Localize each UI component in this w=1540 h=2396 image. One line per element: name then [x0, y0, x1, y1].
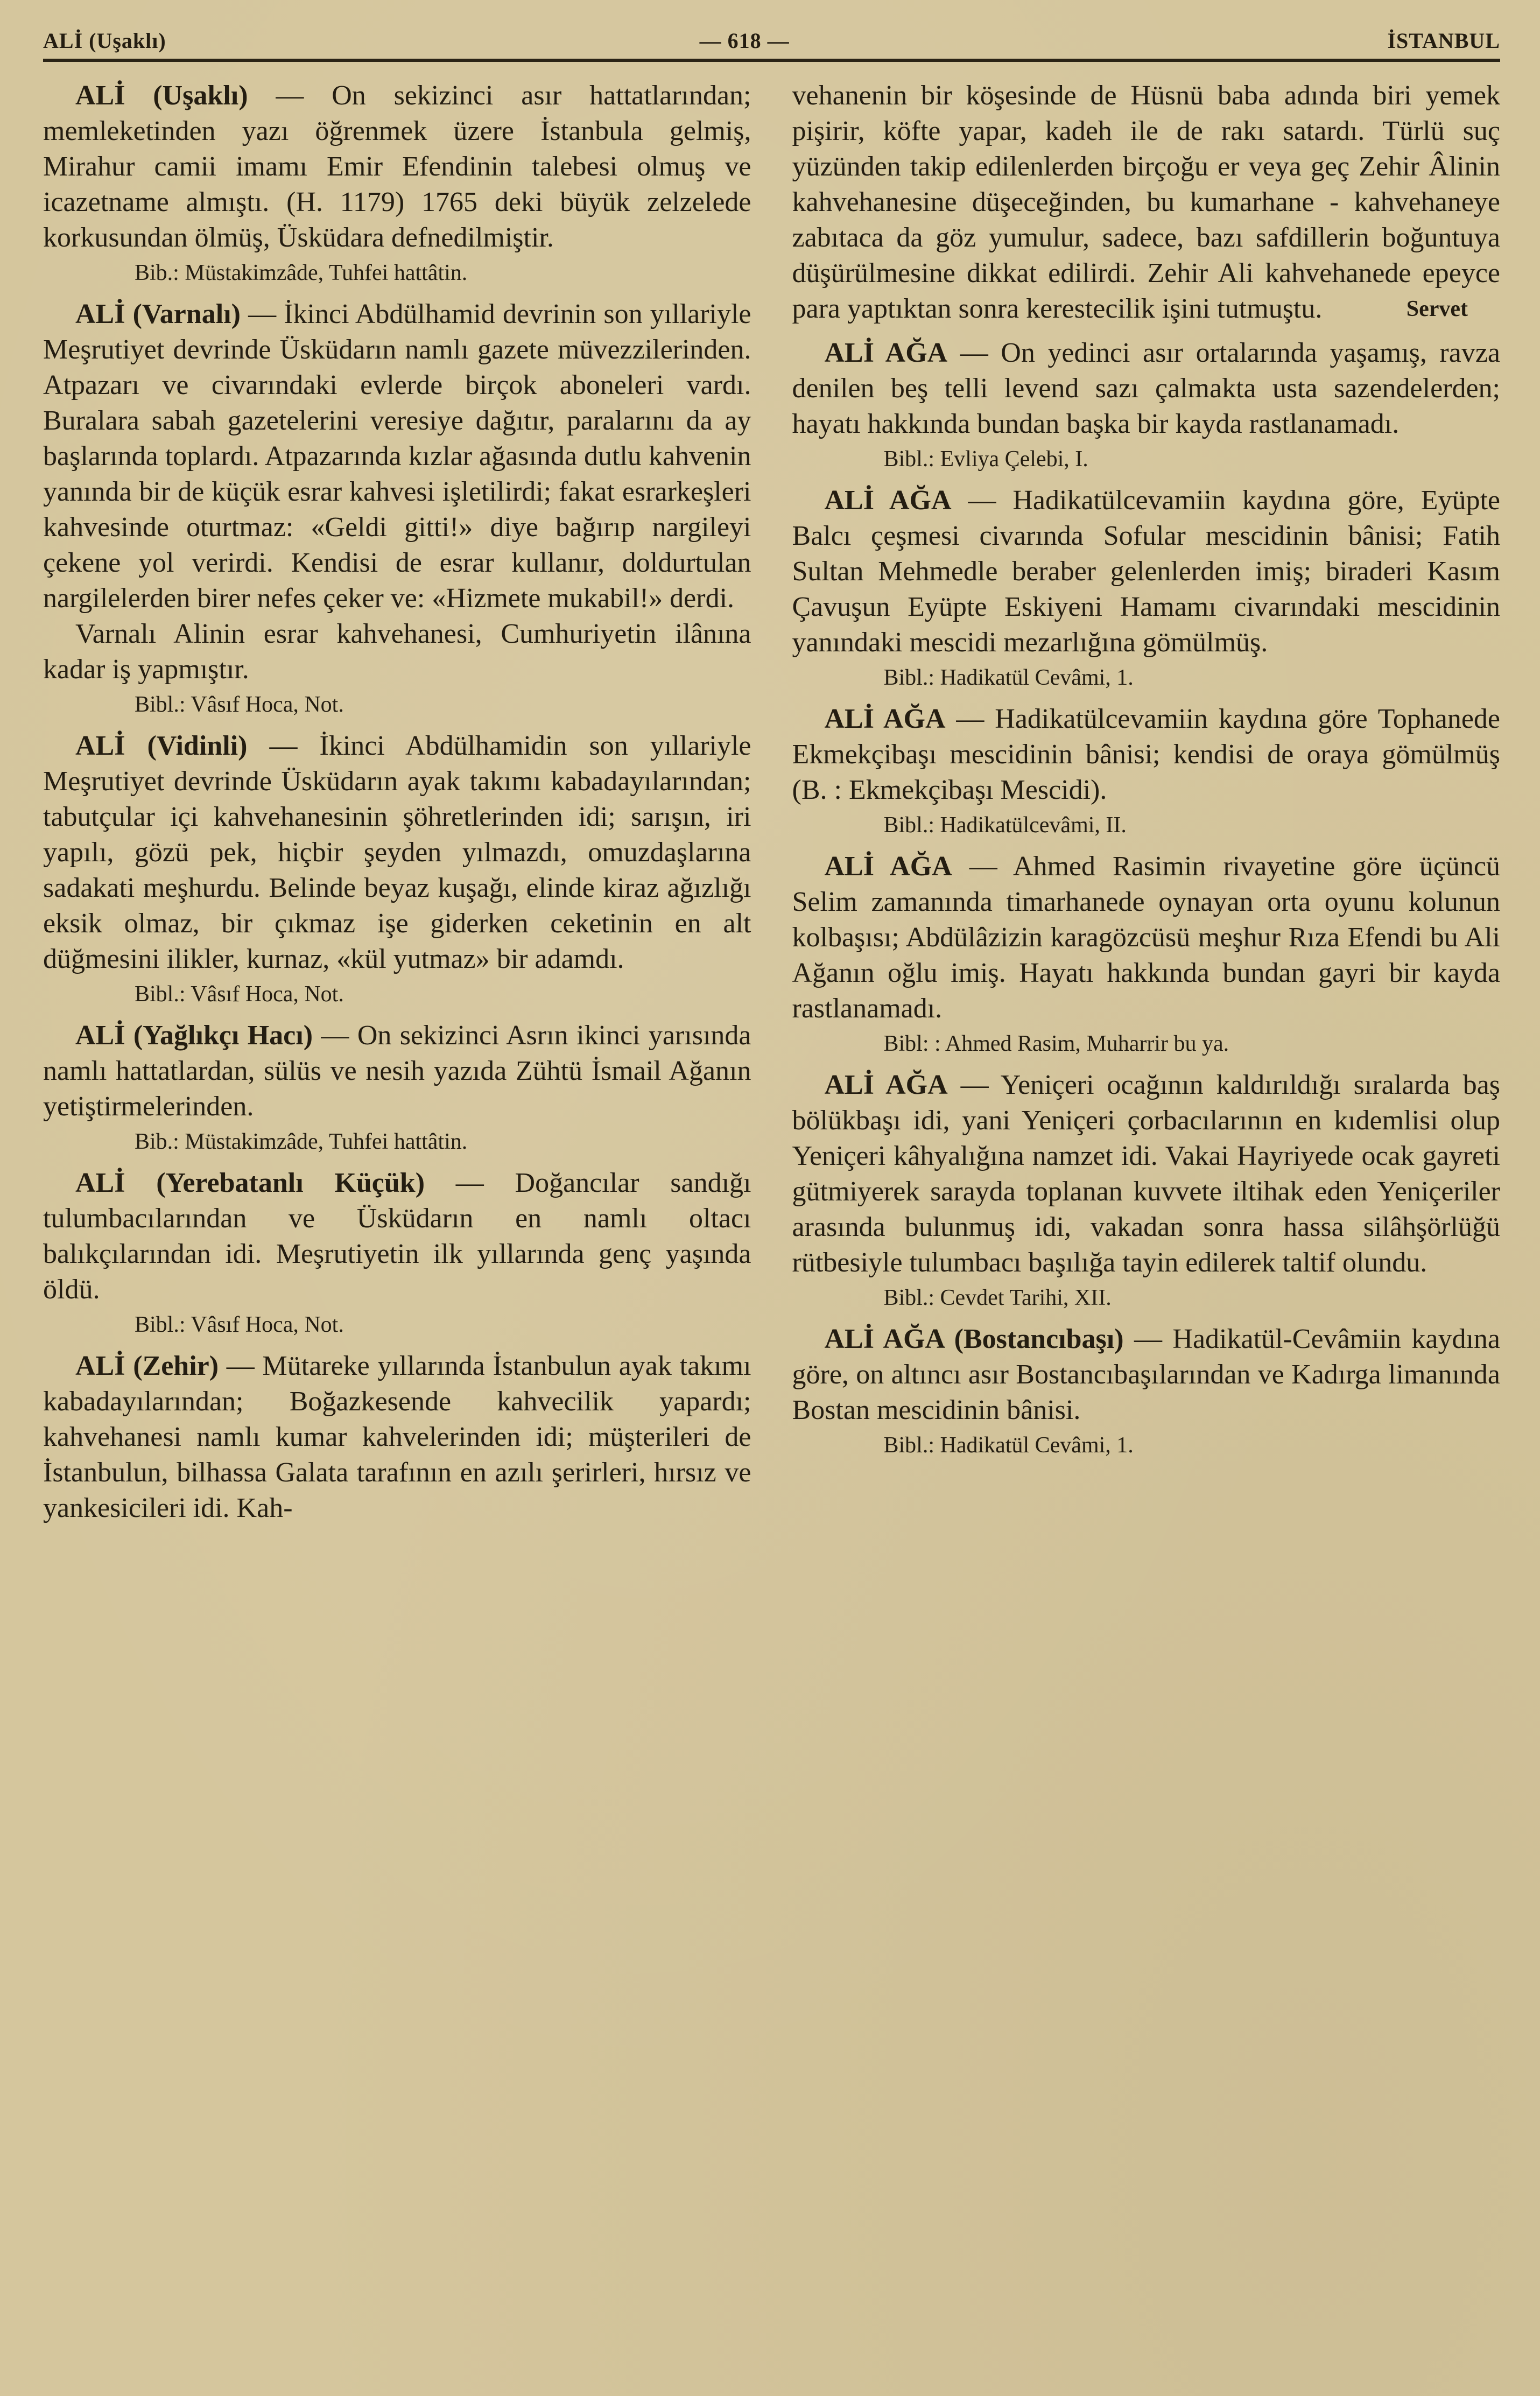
entry-title: ALİ AĞA	[824, 338, 948, 368]
dictionary-entry	[43, 728, 751, 1009]
dictionary-entry	[792, 483, 1501, 693]
entry-title: ALİ AĞA	[824, 851, 952, 882]
entry-paragraph: ALİ AĞA — Yeniçeri ocağının kaldırıldığı sıralarda baş bölükbaşı idi, yani Yeniçeri çorbacılarının en kıdemlisi olup Yeniçeri kâhyalığına namzet idi. Vakai Hayriyede ocak gayreti gütmiyerek sarayda toplanan kuvvete iltihak eden Yeniçeriler arasında bulunmuş idi, vakadan sonra hassa silâhşörlüğü rütbesiyle tulumbacı başılığa tayin edilerek taltif olundu.	[792, 1070, 1501, 1278]
entry-paragraph: ALİ AĞA (Bostancıbaşı) — Hadikatül-Cevâmiin kaydına göre, on altıncı asır Bostancıbaşılarından ve Kadırga limanında Bostan mescidinin bânisi.	[792, 1324, 1500, 1425]
dictionary-entry	[43, 297, 751, 720]
bibliography-line: Bib.: Müstakimzâde, Tuhfei hattâtin.	[135, 1129, 468, 1154]
entry-paragraph: vehanenin bir köşesinde de Hüsnü baba adında biri yemek pişirir, köfte yapar, kadeh ile de rakı satardı. Türlü suç yüzünden takip edilenlerden birçoğu er veya geç Zehir Âlinin kahvehanesine düşeceğinden, bu kumarhane - kahvehaneye zabıtaca da göz yumulur, sadece, bazı safdillerin boğuntuya düşürülmesine dikkat edilirdi. Zehir Ali kahvehanede epeyce para yaptıktan sonra kerestecilik işini tutmuştu.	[792, 80, 1500, 324]
dictionary-entry	[792, 1322, 1501, 1460]
dictionary-entry	[792, 849, 1501, 1059]
entry-title: ALİ (Zehir)	[75, 1351, 219, 1381]
dictionary-entry	[792, 1067, 1501, 1313]
dictionary-entry	[792, 335, 1501, 474]
bibliography-line: Bibl.: Evliya Çelebi, I.	[883, 447, 1088, 472]
bibliography-line: Bibl.: Vâsıf Hoca, Not.	[135, 982, 344, 1007]
entry-paragraph: ALİ (Zehir) — Mütareke yıllarında İstanbulun ayak takımı kabadayılarından; Boğazkesende kahvecilik yapardı; kahvehanesi namlı kumar kahvelerinden idi; müşterileri de İstanbulun, bilhassa Galata tarafının en azılı şerirleri, hırsız ve yankesicileri idi. Kah-	[43, 1351, 751, 1523]
entry-paragraph: ALİ AĞA — Hadikatülcevamiin kaydına göre, Eyüpte Balcı çeşmesi civarında Sofular mescidinin bânisi; Fatih Sultan Mehmedle beraber gelenlerden imiş; biraderi Kasım Çavuşun Eyüpte Eskiyeni Hamamı civarındaki mescidinin yanındaki mescidi mezarlığına gömülmüş.	[792, 485, 1500, 658]
dictionary-entry	[43, 78, 751, 288]
entry-paragraph: ALİ (Yağlıkçı Hacı) — On sekizinci Asrın ikinci yarısında namlı hattatlardan, sülüs ve nesih yazıda Zühtü İsmail Ağanın yetiştirmelerinden.	[43, 1020, 751, 1122]
bibliography-line: Bibl.: Vâsıf Hoca, Not.	[135, 1312, 344, 1337]
right-column	[792, 78, 1501, 1526]
entry-paragraph: ALİ (Yerebatanlı Küçük) — Doğancılar sandığı tulumbacılarından ve Üsküdarın en namlı oltacı balıkçılarından idi. Meşrutiyetin ilk yıllarında genç yaşında öldü.	[43, 1168, 751, 1305]
entry-paragraph: ALİ AĞA — On yedinci asır ortalarında yaşamış, ravza denilen beş telli levend sazı çalmakta usta sazendelerden; hayatı hakkında bundan başka bir kayda rastlanamadı.	[792, 338, 1500, 439]
entry-paragraph: ALİ AĞA — Hadikatülcevamiin kaydına göre Tophanede Ekmekçibaşı mescidinin bânisi; kendisi de oraya gömülmüş (B. : Ekmekçibaşı Mescidi).	[792, 704, 1501, 805]
entry-title: ALİ AĞA	[824, 1070, 948, 1100]
entry-title: ALİ AĞA	[824, 704, 946, 734]
bibliography-line: Bibl.: Vâsıf Hoca, Not.	[135, 692, 344, 717]
running-head-city: İSTANBUL	[1387, 29, 1500, 53]
entry-title: ALİ (Uşaklı)	[75, 80, 248, 111]
entry-title: ALİ AĞA (Bostancıbaşı)	[824, 1324, 1124, 1354]
entry-title: ALİ (Yerebatanlı Küçük)	[75, 1168, 425, 1198]
entry-title: ALİ (Yağlıkçı Hacı)	[75, 1020, 313, 1051]
dictionary-entry	[43, 1348, 751, 1526]
entry-title: ALİ (Vidinli)	[75, 730, 248, 761]
entry-paragraph: ALİ (Varnalı) — İkinci Abdülhamid devrinin son yıllariyle Meşrutiyet devrinde Üsküdarın namlı gazete müvezzilerinden. Atpazarı ve civarındaki evlerde birçok aboneleri vardı. Buralara sabah gazetelerini veresiye dağıtır, paralarını da ay başlarında toplardı. Atpazarında kızlar ağasında dutlu kahvenin yanında bir de küçük esrar kahvesi işletilirdi; fakat esrarkeşleri kahvesinde oturtmaz: «Geldi gitti!» diye bağırıp nargileyi çekene yol verirdi. Kendisi de esrar kullanır, doldurtulan nargilelerden birer nefes çeker ve: «Hizmete mukabil!» derdi.	[43, 299, 751, 614]
bibliography-line: Bib.: Müstakimzâde, Tuhfei hattâtin.	[135, 261, 468, 285]
bibliography-line: Bibl: : Ahmed Rasim, Muharrir bu ya.	[883, 1031, 1229, 1056]
entry-signature: Servet	[1406, 297, 1468, 321]
entry-title: ALİ (Varnalı)	[75, 299, 241, 329]
bibliography-line: Bibl.: Hadikatül Cevâmi, 1.	[883, 1433, 1134, 1458]
bibliography-line: Bibl.: Hadikatül Cevâmi, 1.	[883, 665, 1134, 690]
dictionary-entry	[792, 701, 1501, 840]
bibliography-line: Bibl.: Hadikatülcevâmi, II.	[883, 813, 1127, 838]
entry-paragraph: ALİ (Vidinli) — İkinci Abdülhamidin son yıllariyle Meşrutiyet devrinde Üsküdarın ayak takımı kabadayılarından; tabutçular içi kahvehanesinin şöhretlerinden idi; sarışın, iri yapılı, gözü pek, hiçbir şeyden yılmazdı, omuzdaşlarına sadakati meşhurdu. Belinde beyaz kuşağı, elinde kiraz ağızlığı eksik olmaz, bir çıkmaz işe giderken ceketinin en alt düğmesini ilikler, kurnaz, «kül yutmaz» bir adamdı.	[43, 730, 751, 974]
entry-title: ALİ AĞA	[824, 485, 952, 516]
entry-paragraph: Varnalı Alinin esrar kahvehanesi, Cumhuriyetin ilânına kadar iş yapmıştır.	[43, 619, 751, 685]
entry-paragraph: ALİ AĞA — Ahmed Rasimin rivayetine göre üçüncü Selim zamanında timarhanede oynayan orta oyunu kolunun kolbaşısı; Abdülâzizin karagözcüsü meşhur Rıza Efendi bu Ali Ağanın oğlu imiş. Hayatı hakkında bundan gayri bir kayda rastlanamadı.	[792, 851, 1500, 1024]
header-rule	[43, 59, 1500, 62]
dictionary-entry	[792, 78, 1501, 327]
dictionary-entry	[43, 1018, 751, 1157]
running-head-entry: ALİ (Uşaklı)	[43, 29, 166, 53]
left-column	[43, 78, 751, 1526]
bibliography-line: Bibl.: Cevdet Tarihi, XII.	[883, 1285, 1112, 1310]
running-header	[43, 28, 1500, 53]
text-columns	[43, 78, 1500, 1526]
page-number: — 618 —	[699, 29, 790, 53]
entry-paragraph: ALİ (Uşaklı) — On sekizinci asır hattatlarından; memleketinden yazı öğrenmek üzere İstanbula gelmiş, Mirahur camii imamı Emir Efendinin talebesi olmuş ve icazetname almıştı. (H. 1179) 1765 deki büyük zelzelede korkusundan ölmüş, Üsküdara defnedilmiştir.	[43, 80, 751, 253]
dictionary-entry	[43, 1165, 751, 1340]
